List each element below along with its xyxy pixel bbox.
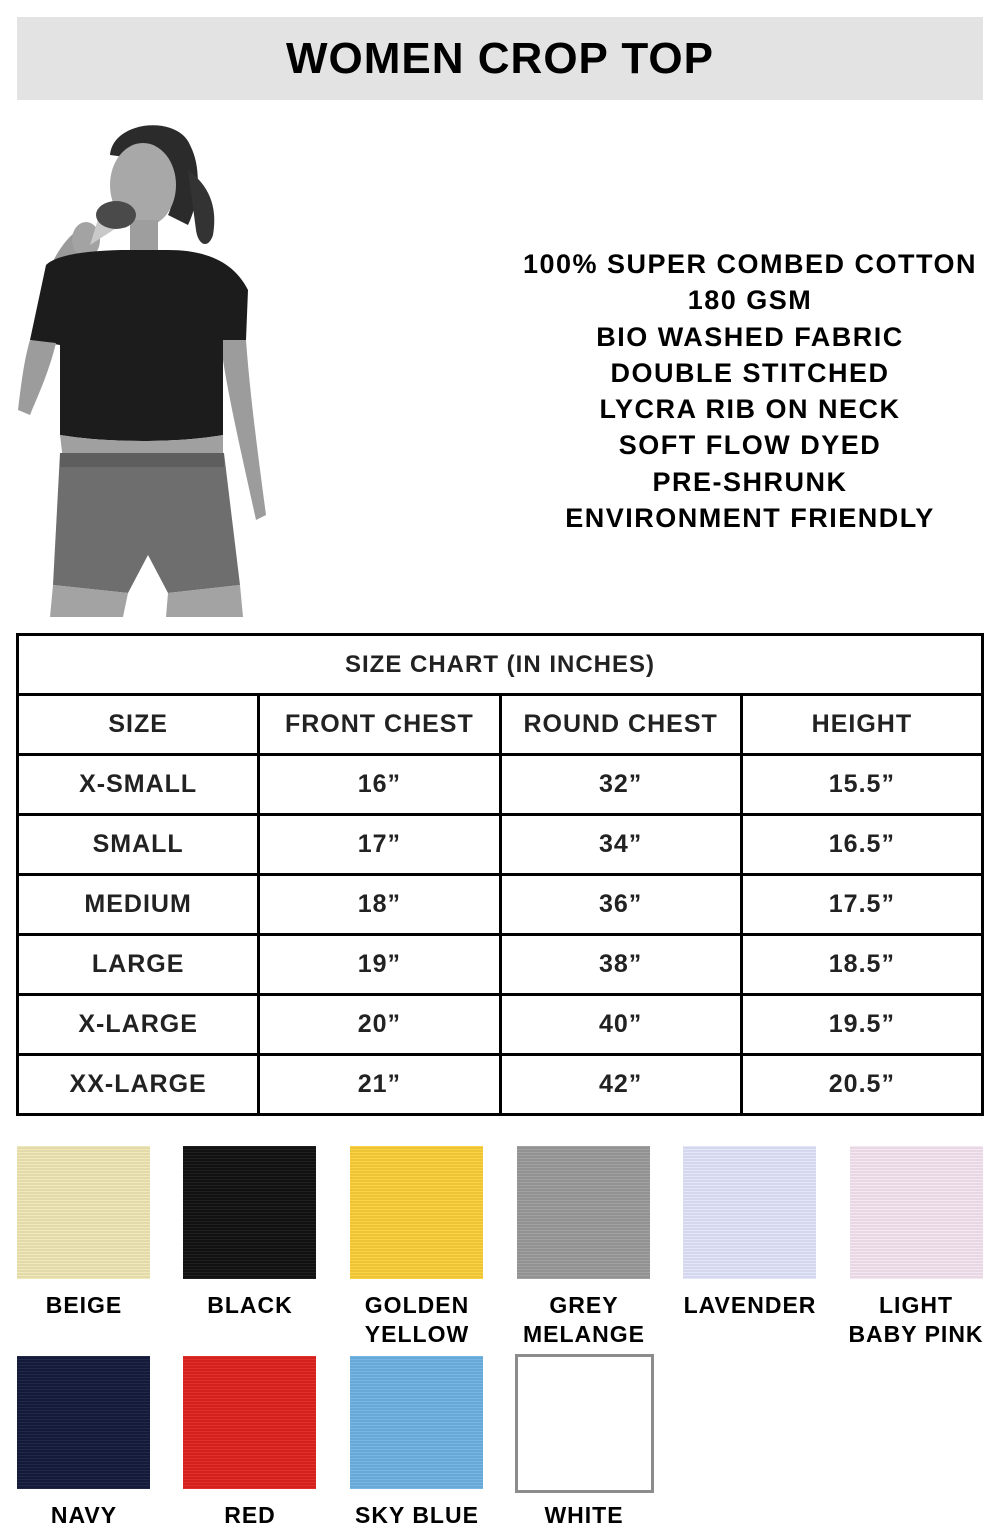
swatch-label (327, 1501, 507, 1530)
table-row (18, 935, 983, 995)
feature-line: BIO WASHED FABRIC (596, 321, 904, 352)
swatch-label (0, 1291, 174, 1320)
swatch-label-line: GREY (549, 1292, 619, 1318)
table-row (18, 1055, 983, 1115)
model-photo (18, 115, 268, 617)
feature-line: LYCRA RIB ON NECK (599, 394, 901, 425)
height-cell: 17.5” (741, 875, 982, 935)
feature-line: 100% SUPER COMBED COTTON (522, 249, 978, 279)
swatch-label (160, 1291, 340, 1320)
front-chest-cell: 19” (259, 935, 500, 995)
table-row (18, 875, 983, 935)
column-header-round-chest: ROUND CHEST (500, 695, 741, 755)
swatch-label-line: WHITE (544, 1502, 624, 1528)
swatch-grey-melange (517, 1146, 650, 1279)
feature-line: 180 GSM (687, 285, 813, 316)
size-cell: MEDIUM (18, 875, 259, 935)
size-cell: SMALL (18, 815, 259, 875)
swatch-black (183, 1146, 316, 1279)
swatch-label-line: GOLDEN (364, 1292, 470, 1318)
front-chest-cell: 21” (259, 1055, 500, 1115)
column-header-front-chest: FRONT CHEST (259, 695, 500, 755)
size-cell: X-LARGE (18, 995, 259, 1055)
swatch-label (660, 1291, 840, 1320)
swatch-golden-yellow (350, 1146, 483, 1279)
round-chest-cell: 38” (500, 935, 741, 995)
swatch-label-line: MELANGE (523, 1321, 645, 1347)
swatch-label (826, 1291, 1000, 1349)
swatch-label (160, 1501, 340, 1530)
swatch-label-line: BEIGE (45, 1292, 123, 1318)
size-cell: LARGE (18, 935, 259, 995)
size-chart-caption: SIZE CHART (IN INCHES) (18, 635, 983, 695)
swatch-light-baby-pink (850, 1146, 983, 1279)
swatch-lavender (683, 1146, 816, 1279)
swatch-label-line: LIGHT (879, 1292, 953, 1318)
swatch-label (327, 1291, 507, 1349)
size-cell: X-SMALL (18, 755, 259, 815)
front-chest-cell: 18” (259, 875, 500, 935)
swatch-sky-blue (350, 1356, 483, 1489)
table-row (18, 755, 983, 815)
column-header-size: SIZE (18, 695, 259, 755)
height-cell: 15.5” (741, 755, 982, 815)
swatch-navy (17, 1356, 150, 1489)
round-chest-cell: 32” (500, 755, 741, 815)
swatch-red (183, 1356, 316, 1489)
swatch-label (0, 1501, 174, 1530)
feature-line: DOUBLE STITCHED (610, 357, 890, 388)
feature-line: PRE-SHRUNK (652, 466, 848, 497)
height-cell: 20.5” (741, 1055, 982, 1115)
swatch-label-line: BABY PINK (848, 1321, 984, 1347)
swatch-label-line: RED (224, 1502, 276, 1528)
feature-list (505, 246, 995, 536)
swatch-label-line: SKY BLUE (355, 1502, 479, 1528)
swatch-label-line: YELLOW (364, 1321, 470, 1347)
feature-line: ENVIRONMENT FRIENDLY (565, 503, 935, 534)
front-chest-cell: 16” (259, 755, 500, 815)
table-row (18, 995, 983, 1055)
round-chest-cell: 42” (500, 1055, 741, 1115)
front-chest-cell: 20” (259, 995, 500, 1055)
feature-line: SOFT FLOW DYED (618, 430, 882, 461)
height-cell: 19.5” (741, 995, 982, 1055)
swatch-label-line: LAVENDER (683, 1292, 817, 1318)
size-cell: XX-LARGE (18, 1055, 259, 1115)
swatch-white (515, 1354, 654, 1493)
swatch-label-line: NAVY (50, 1502, 118, 1528)
swatch-beige (17, 1146, 150, 1279)
page-title: WOMEN CROP TOP (286, 33, 714, 83)
size-chart-table (16, 633, 984, 1116)
round-chest-cell: 36” (500, 875, 741, 935)
table-row (18, 815, 983, 875)
swatch-label (494, 1291, 674, 1349)
height-cell: 18.5” (741, 935, 982, 995)
column-header-height: HEIGHT (741, 695, 982, 755)
round-chest-cell: 34” (500, 815, 741, 875)
round-chest-cell: 40” (500, 995, 741, 1055)
swatch-label-line: BLACK (207, 1292, 293, 1318)
front-chest-cell: 17” (259, 815, 500, 875)
swatch-label (494, 1501, 674, 1530)
height-cell: 16.5” (741, 815, 982, 875)
title-banner (17, 17, 983, 100)
